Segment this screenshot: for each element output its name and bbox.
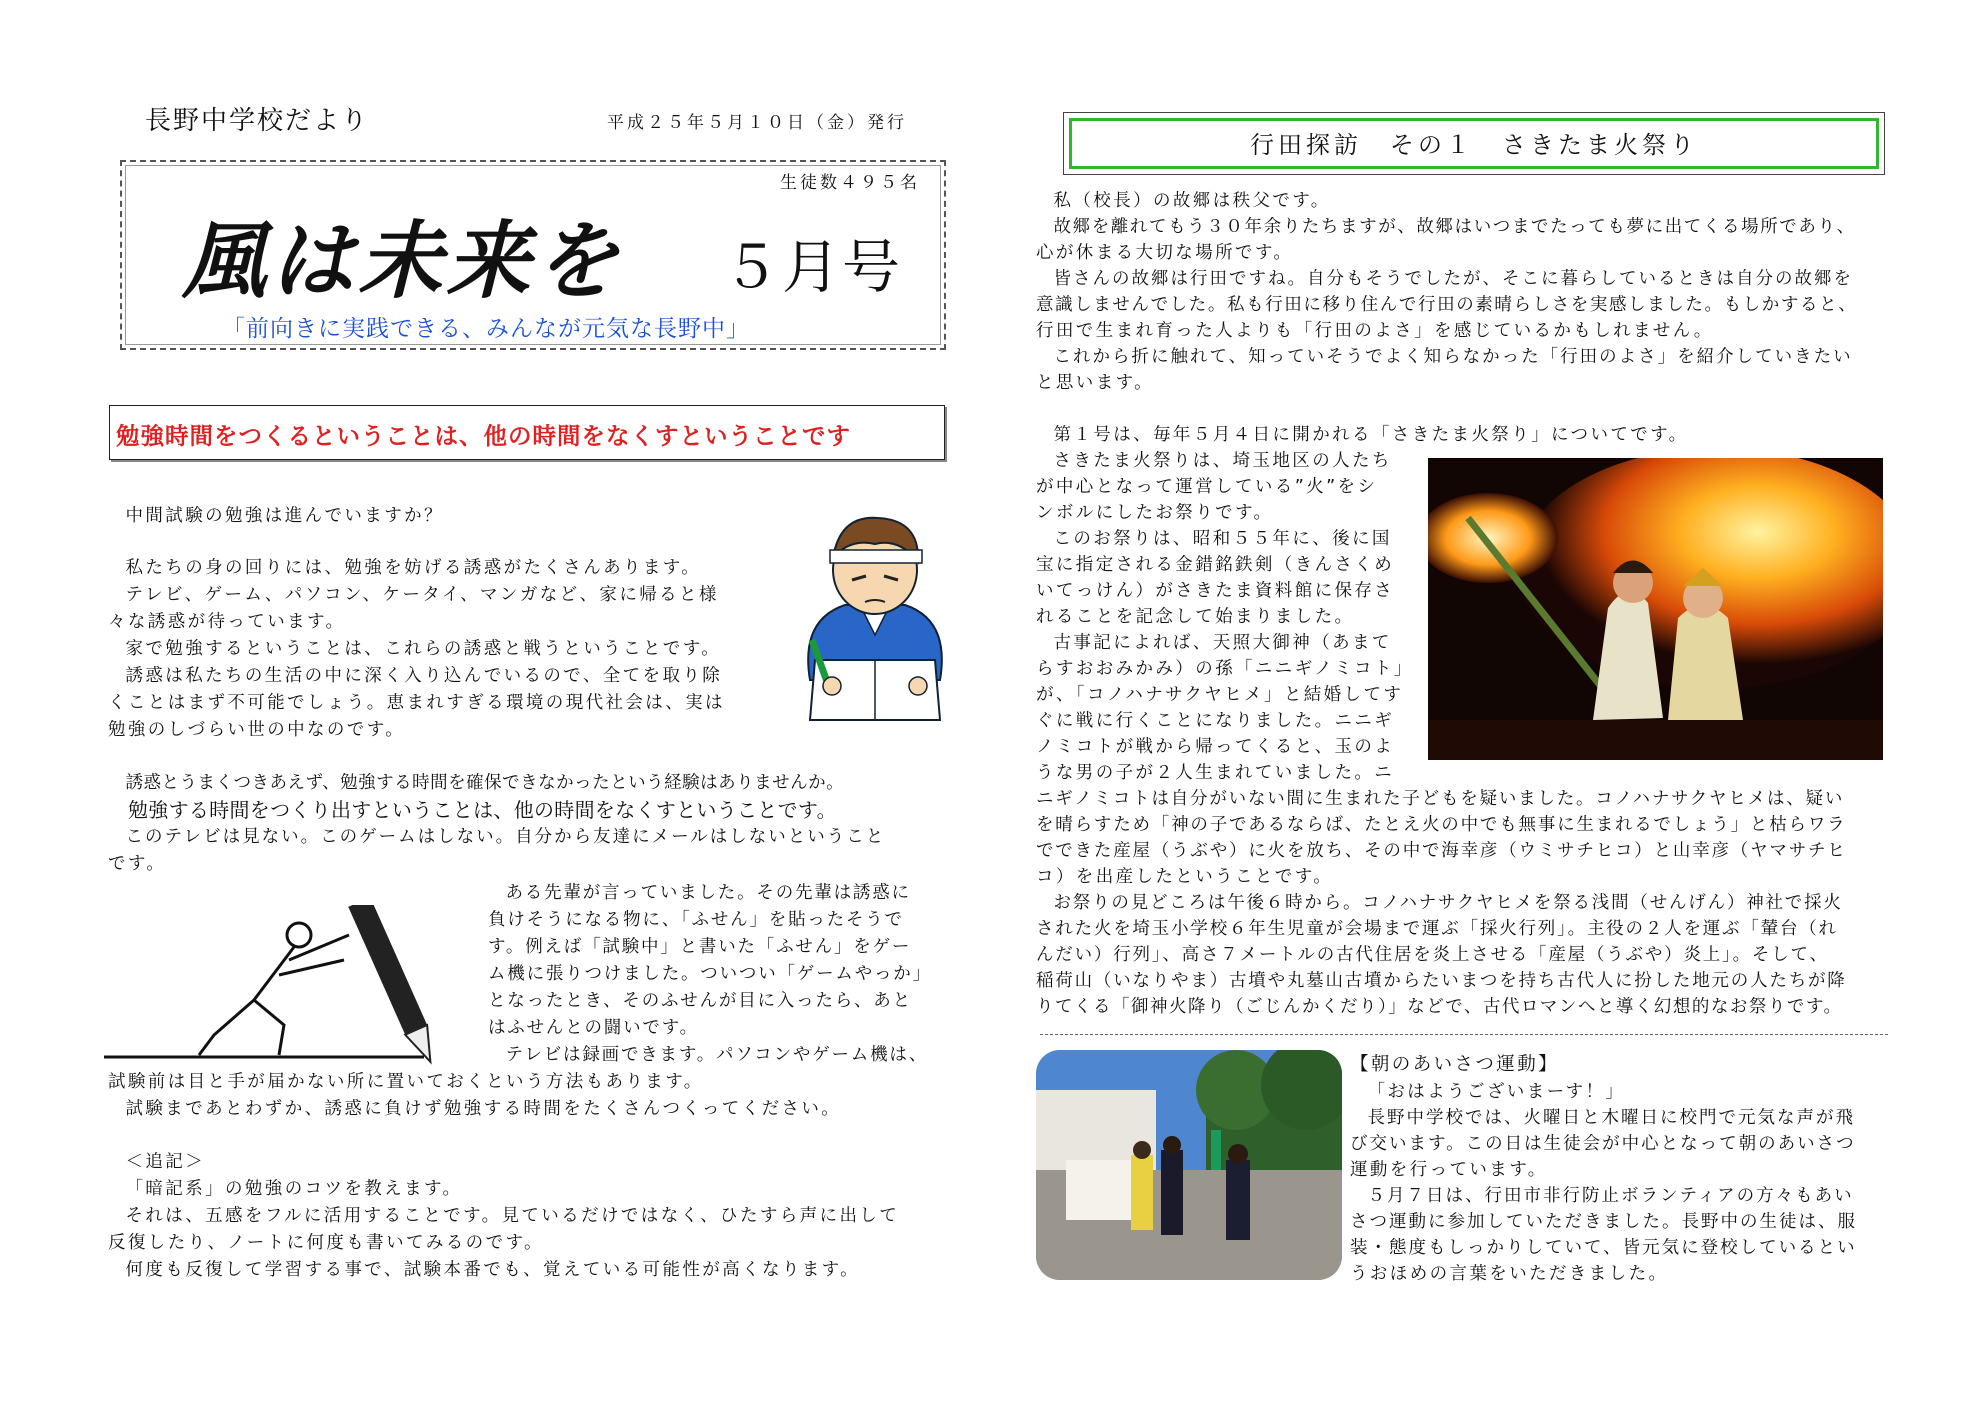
body-line: です。 — [108, 854, 167, 874]
body-line: 試験前は目と手が届かない所に置いておくという方法もあります。 — [108, 1072, 704, 1092]
body-line: と思います。 — [1036, 373, 1154, 393]
headline-text: 勉強時間をつくるということは、他の時間をなくすということです — [116, 422, 851, 450]
body-line: 意識しませんでした。私も行田に移り住んで行田の素晴らしさを実感しました。もしかすると、 — [1036, 295, 1858, 315]
body-line: 誘惑とうまくつきあえず、勉強する時間を確保できなかったという経験はありませんか。 — [125, 773, 845, 793]
feature-title-box — [1063, 112, 1885, 175]
body-line: らすおおみかみ）の孫「ニニギノミコト」 — [1036, 659, 1414, 679]
feature-title: 行田探訪 その１ さきたま火祭り — [1250, 131, 1698, 159]
body-line: 皆さんの故郷は行田ですね。自分もそうでしたが、そこに暮らしているときは自分の故郷を — [1053, 269, 1853, 289]
body-line: が中心となって運営している”火”をシ — [1036, 477, 1378, 497]
body-line: を晴らすため「神の子であるならば、たとえ火の中でも無事に生まれるでしょう」と枯らワラ — [1036, 815, 1847, 835]
body-line: 中間試験の勉強は進んでいますか？ — [125, 506, 444, 526]
greeting-line: 「おはようございまーす！」 — [1367, 1082, 1626, 1102]
body-line: れることを記念して始まりました。 — [1036, 607, 1355, 627]
body-line: ム機に張りつけました。ついつい「ゲームやっか」 — [488, 964, 932, 984]
body-line: それは、五感をフルに活用することです。見ているだけではなく、ひたすら声に出して — [125, 1206, 900, 1226]
body-line: コ）を出産したということです。 — [1036, 867, 1334, 887]
greeting-line: 長野中学校では、火曜日と木曜日に校門で元気な声が飛 — [1367, 1108, 1855, 1128]
masthead-slogan: 「前向きに実践できる、みんなが元気な長野中」 — [222, 316, 750, 342]
greeting-line: さつ運動に参加していただきました。長野中の生徒は、服 — [1350, 1212, 1857, 1232]
greeting-title: 【朝のあいさつ運動】 — [1350, 1054, 1560, 1075]
body-line: 第１号は、毎年５月４日に開かれる「さきたま火祭り」についてです。 — [1053, 425, 1689, 445]
body-line: 心が休まる大切な場所です。 — [1036, 243, 1294, 263]
greeting-line: 運動を行っています。 — [1350, 1160, 1548, 1180]
body-line: ＜追記＞ — [125, 1152, 206, 1172]
body-line: りてくる「御神火降り（ごじんかくだり）」などで、古代ロマンへと導く幻想的なお祭りです。 — [1036, 997, 1843, 1017]
body-line: 反復したり、ノートに何度も書いてみるのです。 — [108, 1233, 544, 1253]
masthead-title: 風は未来を — [182, 211, 623, 310]
body-line: さきたま火祭りは、埼玉地区の人たち — [1053, 451, 1392, 471]
body-line: 行田で生まれ育った人よりも「行田のよさ」を感じているかもしれません。 — [1036, 321, 1714, 341]
pencil-push-illustration — [104, 905, 434, 1065]
masthead-issue: ５月号 — [722, 233, 903, 301]
body-line: 々な誘惑が待っています。 — [108, 612, 346, 632]
body-line: 何度も反復して学習する事で、試験本番でも、覚えている可能性が高くなります。 — [125, 1260, 861, 1280]
body-line: 試験まであとわずか、誘惑に負けず勉強する時間をたくさんつくってください。 — [125, 1099, 842, 1119]
body-line: んだい）行列」、高さ７メートルの古代住居を炎上させる「産屋（うぶや）炎上」。そして、 — [1036, 945, 1829, 965]
body-line: 古事記によれば、天照大御神（あまて — [1053, 633, 1392, 653]
greeting-campaign-photo — [1036, 1050, 1342, 1280]
greeting-line: ５月７日は、行田市非行防止ボランティアの方々もあい — [1367, 1186, 1854, 1206]
body-line: テレビ、ゲーム、パソコン、ケータイ、マンガなど、家に帰ると様 — [125, 585, 719, 605]
body-line: はふせんとの闘いです。 — [488, 1018, 699, 1038]
body-line: ある先輩が言っていました。その先輩は誘惑に — [505, 883, 911, 903]
greeting-line: び交います。この日は生徒会が中心となって朝のあいさつ — [1350, 1134, 1856, 1154]
body-line: このテレビは見ない。このゲームはしない。自分から友達にメールはしないということ — [125, 827, 886, 847]
body-line: でできた産屋（うぶや）に火を放ち、その中で海幸彦（ウミサチヒコ）と山幸彦（ヤマサチヒ — [1036, 841, 1847, 861]
body-line: となったとき、そのふせんが目に入ったら、あと — [488, 991, 912, 1011]
body-line: お祭りの見どころは午後６時から。コノハナサクヤヒメを祭る浅間（せんげん）神社で採火 — [1053, 893, 1843, 913]
body-line: ノミコトが戦から帰ってくると、玉のよ — [1036, 737, 1395, 757]
body-line: 負けそうになる物に、「ふせん」を貼ったそうで — [488, 910, 904, 930]
masthead — [120, 160, 946, 350]
section-divider — [1040, 1034, 1888, 1035]
greeting-line: うおほめの言葉をいただきました。 — [1350, 1264, 1669, 1284]
body-line: 稲荷山（いなりやま）古墳や丸墓山古墳からたいまつを持ち古代人に扮した地元の人たちが降 — [1036, 971, 1847, 991]
body-line: テレビは録画できます。パソコンやゲーム機は、 — [505, 1045, 928, 1065]
body-line: うな男の子が２人生まれていました。ニ — [1036, 763, 1395, 783]
body-line: 私（校長）の故郷は秩父です。 — [1053, 191, 1331, 211]
body-line: 「暗記系」の勉強のコツを教えます。 — [125, 1179, 463, 1199]
studying-student-illustration — [790, 510, 960, 725]
body-line: 宝に指定される金錯銘鉄剣（きんさくめ — [1036, 555, 1395, 575]
student-count: 生徒数４９５名 — [780, 173, 920, 193]
greeting-line: 装・態度もしっかりしていて、皆元気に登校しているとい — [1350, 1238, 1857, 1258]
fire-festival-photo — [1428, 458, 1883, 760]
body-line: された火を埼玉小学校６年生児童が会場まで運ぶ「採火行列」。主役の２人を運ぶ「輦台（れ — [1036, 919, 1838, 939]
body-line: ぐに戦に行くことになりました。ニニギ — [1036, 711, 1395, 731]
body-line: ンボルにしたお祭りです。 — [1036, 503, 1274, 523]
emphasis-line: 勉強する時間をつくり出すということは、他の時間をなくすということです。 — [128, 798, 837, 822]
issue-date: 平成２５年５月１０日（金）発行 — [607, 113, 907, 133]
body-line: す。例えば「試験中」と書いた「ふせん」をゲー — [488, 937, 912, 957]
body-line: いてっけん）がさきたま資料館に保存さ — [1036, 581, 1395, 601]
body-line: 家で勉強するということは、これらの誘惑と戦うということです。 — [125, 639, 722, 659]
body-line: 故郷を離れてもう３０年余りたちますが、故郷はいつまでたっても夢に出てくる場所であり、 — [1053, 217, 1856, 237]
school-name: 長野中学校だより — [145, 106, 370, 136]
body-line: 私たちの身の回りには、勉強を妨げる誘惑がたくさんあります。 — [125, 558, 702, 578]
body-line: 誘惑は私たちの生活の中に深く入り込んでいるので、全てを取り除 — [125, 666, 723, 686]
body-line: ニギノミコトは自分がいない間に生まれた子どもを疑いました。コノハナサクヤヒメは、疑い — [1036, 789, 1845, 809]
headline-box — [109, 405, 945, 460]
body-line: が、「コノハナサクヤヒメ」と結婚してす — [1036, 685, 1404, 705]
body-line: くことはまず不可能でしょう。恵まれすぎる環境の現代社会は、実は — [108, 693, 725, 713]
body-line: これから折に触れて、知っていそうでよく知らなかった「行田のよさ」を紹介していきたい — [1053, 347, 1853, 367]
body-line: 勉強のしづらい世の中なのです。 — [108, 720, 406, 740]
body-line: このお祭りは、昭和５５年に、後に国 — [1053, 529, 1392, 549]
